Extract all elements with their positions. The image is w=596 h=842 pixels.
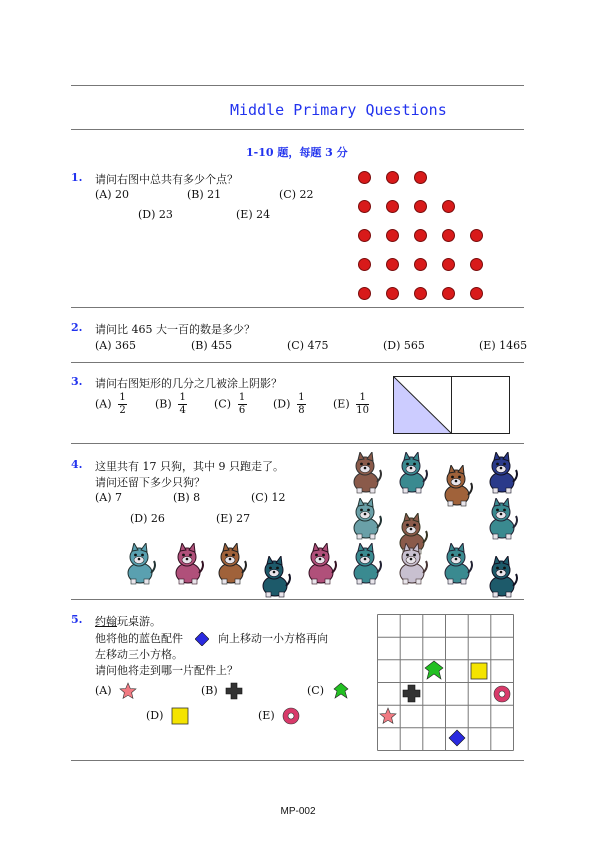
black-cross-icon xyxy=(225,682,243,700)
red-dot xyxy=(414,229,427,242)
red-dot xyxy=(358,229,371,242)
fraction-one-eighth xyxy=(297,393,306,416)
q3-number: 3. xyxy=(71,375,83,388)
dog-icon xyxy=(484,452,520,494)
denominator: 6 xyxy=(238,405,246,416)
dog-icon xyxy=(348,452,384,494)
q2-option-b[interactable]: (B) 455 xyxy=(191,339,233,352)
dog-icon xyxy=(348,543,384,585)
q3-option-c[interactable] xyxy=(214,393,247,416)
q1-option-c[interactable]: (C) 22 xyxy=(279,188,314,201)
red-dot xyxy=(358,171,371,184)
board-blue-diamond xyxy=(449,730,465,746)
dog-icon xyxy=(439,465,475,507)
dog-icon xyxy=(484,556,520,598)
person-name: 约翰 xyxy=(95,615,117,628)
q5-line2-end: 向上移动一小方格再向 xyxy=(218,632,328,645)
red-dot xyxy=(386,229,399,242)
q5-option-b[interactable] xyxy=(201,682,243,700)
shaded-rectangle-figure xyxy=(393,376,510,435)
q5-line2-start: 他将他的蓝色配件 xyxy=(95,632,183,645)
pink-ring-icon xyxy=(282,707,300,725)
q4-option-e[interactable]: (E) 27 xyxy=(216,512,251,525)
q2-number: 2. xyxy=(71,321,83,334)
red-dot xyxy=(442,200,455,213)
dog-icon xyxy=(122,543,158,585)
numerator: 1 xyxy=(298,392,305,403)
red-dot xyxy=(386,258,399,271)
green-arrow-icon xyxy=(332,682,350,700)
red-dot xyxy=(386,287,399,300)
dog-icon xyxy=(170,543,206,585)
q5-option-c[interactable] xyxy=(307,682,350,700)
q4-line1: 这里共有 17 只狗，其中 9 只跑走了。 xyxy=(95,460,284,473)
denominator: 2 xyxy=(119,405,126,416)
q3-option-d-label: (D) xyxy=(273,397,291,411)
q1-option-e[interactable]: (E) 24 xyxy=(236,208,271,221)
red-dot xyxy=(358,200,371,213)
q5-option-b-label: (B) xyxy=(201,684,218,697)
q3-option-e[interactable] xyxy=(333,393,369,416)
fraction-one-half xyxy=(118,393,127,416)
q3-option-b-label: (B) xyxy=(155,397,172,411)
red-dot xyxy=(358,258,371,271)
q3-option-e-label: (E) xyxy=(333,397,350,411)
page-title: Middle Primary Questions xyxy=(230,101,447,119)
red-dot xyxy=(442,287,455,300)
q5-line1 xyxy=(95,613,161,629)
numerator: 1 xyxy=(179,392,186,403)
red-dot xyxy=(470,258,483,271)
fraction-one-quarter xyxy=(178,393,187,416)
q4-number: 4. xyxy=(71,458,83,471)
q3-option-b[interactable] xyxy=(155,393,187,416)
red-dot xyxy=(414,287,427,300)
q5-line1-rest: 玩桌游。 xyxy=(117,615,161,628)
numerator: 1 xyxy=(359,392,366,403)
blue-diamond-icon xyxy=(195,632,209,646)
q4-rule xyxy=(71,599,524,600)
q5-number: 5. xyxy=(71,613,83,626)
q4-option-d[interactable]: (D) 26 xyxy=(130,512,165,525)
red-dot xyxy=(442,258,455,271)
q4-option-b[interactable]: (B) 8 xyxy=(173,491,201,504)
red-dot xyxy=(358,287,371,300)
q5-option-e[interactable] xyxy=(258,707,300,725)
fraction-one-tenth xyxy=(356,393,369,416)
board-pink-ring xyxy=(494,686,510,702)
dog-icon xyxy=(213,543,249,585)
board-black-cross xyxy=(403,685,420,702)
red-dot xyxy=(386,171,399,184)
q5-rule xyxy=(71,760,524,761)
denominator: 4 xyxy=(179,405,186,416)
dog-icon xyxy=(348,498,384,540)
q1-option-b[interactable]: (B) 21 xyxy=(187,188,222,201)
q2-option-d[interactable]: (D) 565 xyxy=(383,339,425,352)
q2-option-a[interactable]: (A) 365 xyxy=(95,339,137,352)
q5-option-a[interactable] xyxy=(95,682,137,700)
q2-rule xyxy=(71,362,524,363)
numerator: 1 xyxy=(119,392,126,403)
red-dot xyxy=(414,200,427,213)
q4-line2: 请问还留下多少只狗？ xyxy=(95,476,205,489)
yellow-square-icon xyxy=(171,707,189,725)
red-dot xyxy=(414,258,427,271)
q2-option-e[interactable]: (E) 1465 xyxy=(479,339,528,352)
dog-icon xyxy=(484,498,520,540)
game-board xyxy=(377,614,515,752)
q5-option-a-label: (A) xyxy=(95,684,112,697)
q1-text: 请问右图中总共有多少个点？ xyxy=(95,173,238,186)
q5-option-d[interactable] xyxy=(146,707,189,725)
q4-option-c[interactable]: (C) 12 xyxy=(251,491,286,504)
q3-option-a-label: (A) xyxy=(95,397,112,411)
q3-option-c-label: (C) xyxy=(214,397,231,411)
dog-icon xyxy=(303,543,339,585)
q5-line2 xyxy=(95,630,328,646)
title-rule xyxy=(71,129,524,130)
red-dot xyxy=(386,200,399,213)
q3-text: 请问右图矩形的几分之几被涂上阴影？ xyxy=(95,377,282,390)
q1-option-a[interactable]: (A) 20 xyxy=(95,188,130,201)
dog-icon xyxy=(394,452,430,494)
top-rule xyxy=(71,85,524,86)
board-pink-star xyxy=(380,708,396,723)
q5-option-e-label: (E) xyxy=(258,709,275,722)
board-yellow-square xyxy=(471,663,487,679)
red-dot xyxy=(442,229,455,242)
q5-line3: 左移动三小方格。 xyxy=(95,648,183,661)
page-code: MP-002 xyxy=(280,806,316,817)
dog-icon xyxy=(439,543,475,585)
q5-option-d-label: (D) xyxy=(146,709,164,722)
q4-option-a[interactable]: (A) 7 xyxy=(95,491,123,504)
q5-option-c-label: (C) xyxy=(307,684,324,697)
pink-star-icon xyxy=(119,682,137,700)
q1-option-d[interactable]: (D) 23 xyxy=(138,208,173,221)
q1-rule xyxy=(71,307,524,308)
board-green-arrow xyxy=(425,661,443,679)
q1-number: 1. xyxy=(71,171,83,184)
denominator: 8 xyxy=(298,405,305,416)
q2-text: 请问比 465 大一百的数是多少？ xyxy=(95,323,255,336)
red-dot xyxy=(470,287,483,300)
section-heading: 1-10 题，每题 3 分 xyxy=(246,146,348,159)
q3-rule xyxy=(71,443,524,444)
q3-option-d[interactable] xyxy=(273,393,306,416)
dog-icon xyxy=(394,543,430,585)
numerator: 1 xyxy=(238,392,246,403)
red-dot xyxy=(414,171,427,184)
denominator: 10 xyxy=(356,405,369,416)
q2-option-c[interactable]: (C) 475 xyxy=(287,339,329,352)
fraction-one-sixth xyxy=(238,393,247,416)
q5-line4: 请问他将走到哪一片配件上？ xyxy=(95,664,238,677)
red-dot xyxy=(470,229,483,242)
q3-option-a[interactable] xyxy=(95,393,127,416)
dog-icon xyxy=(257,556,293,598)
